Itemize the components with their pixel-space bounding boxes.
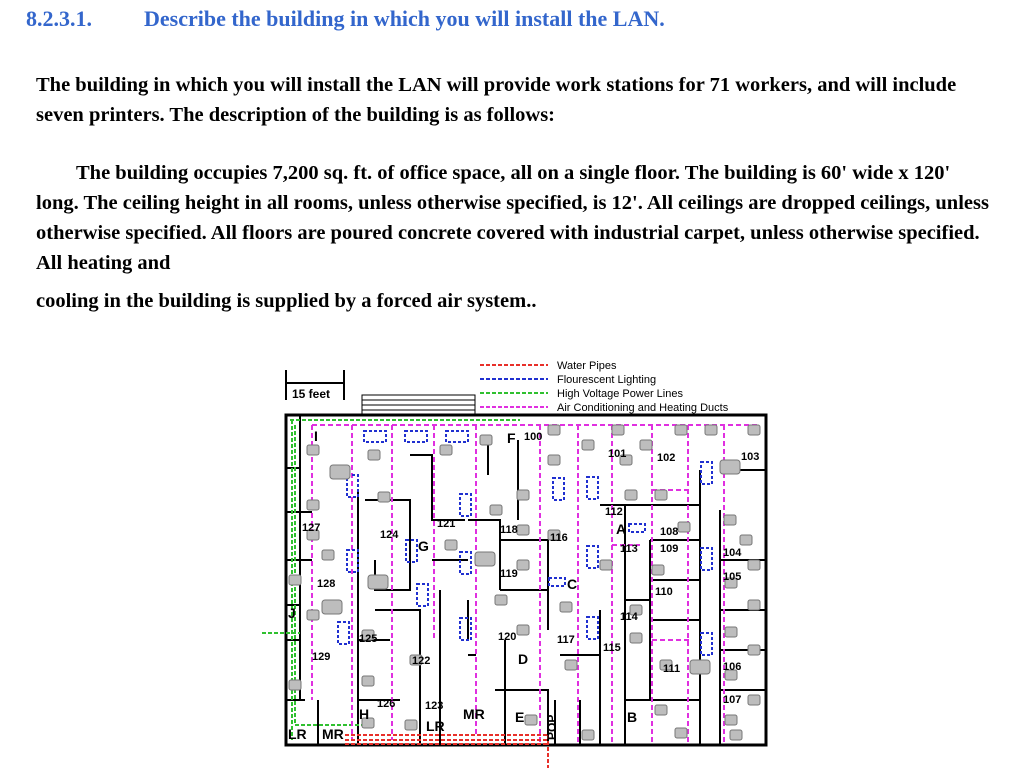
room-label: 111	[663, 663, 681, 675]
building-description-text: The building occupies 7,200 sq. ft. of office space, all on a single floor. The building is 60' wide x 120' long. The ceiling height in all rooms, unless otherwise specified, is 12'. All ceilings are dropped ceilings, unless otherwise specified. All floors are poured concrete covered with industrial carpet, unless otherwise specified. All heating and	[36, 162, 989, 274]
room-label: 113	[620, 543, 638, 555]
legend-label-water: Water Pipes	[557, 360, 617, 372]
legend-label-lighting: Flourescent Lighting	[557, 374, 657, 386]
room-label: 109	[660, 543, 679, 555]
entrance-stairs	[362, 395, 475, 415]
area-label: POP	[545, 714, 559, 740]
area-label: MR	[463, 706, 485, 722]
area-label: LR	[426, 718, 445, 734]
room-label: 102	[657, 452, 676, 464]
room-label: 125	[359, 633, 378, 645]
room-label: 112	[605, 506, 623, 518]
room-label: 115	[603, 642, 621, 654]
building-description	[36, 158, 996, 316]
room-label: 104	[723, 547, 742, 559]
room-label: 127	[302, 522, 321, 534]
room-label: 107	[723, 694, 742, 706]
room-label: 108	[660, 526, 679, 538]
room-label: 100	[524, 431, 543, 443]
area-label: C	[567, 576, 578, 592]
area-label: D	[518, 651, 529, 667]
scale-bar-label: 15 feet	[292, 387, 331, 401]
area-label: A	[616, 521, 627, 537]
room-label: 101	[608, 448, 627, 460]
floor-plan	[250, 352, 770, 768]
room-label: 103	[741, 451, 760, 463]
room-label: 123	[425, 700, 444, 712]
room-label: 128	[317, 578, 336, 590]
room-label: 117	[557, 634, 575, 646]
area-label: I	[314, 428, 318, 444]
room-label: 106	[723, 661, 742, 673]
room-label: 126	[377, 698, 396, 710]
area-label: LR	[288, 726, 307, 742]
area-label: F	[507, 430, 516, 446]
room-label: 105	[723, 571, 742, 583]
room-label: 122	[412, 655, 431, 667]
legend-label-ducts: Air Conditioning and Heating Ducts	[557, 402, 729, 414]
room-label: 124	[380, 529, 399, 541]
area-label: J	[288, 605, 296, 621]
building-description-end: cooling in the building is supplied by a forced air system..	[36, 290, 537, 312]
area-label: E	[515, 709, 525, 725]
section-number: 8.2.3.1.	[26, 6, 92, 31]
legend-label-power: High Voltage Power Lines	[557, 388, 683, 400]
intro-paragraph: The building in which you will install the LAN will provide work stations for 71 workers, and will include seven printers. The description of the building is as follows:	[36, 74, 957, 126]
room-label: 110	[655, 586, 673, 598]
area-label: MR	[322, 726, 344, 742]
scale-bar	[286, 370, 344, 401]
section-heading	[26, 6, 665, 32]
room-label: 114	[620, 611, 638, 623]
area-label: B	[627, 709, 638, 725]
room-label: 116	[550, 532, 568, 544]
section-title: Describe the building in which you will install the LAN.	[144, 6, 665, 31]
area-label: H	[359, 706, 370, 722]
room-label: 120	[498, 631, 517, 643]
floor-plan-legend	[480, 360, 729, 414]
area-label: G	[418, 538, 429, 554]
room-label: 121	[437, 518, 456, 530]
room-label: 119	[500, 568, 518, 580]
room-label: 129	[312, 651, 331, 663]
room-label: 118	[500, 524, 518, 536]
